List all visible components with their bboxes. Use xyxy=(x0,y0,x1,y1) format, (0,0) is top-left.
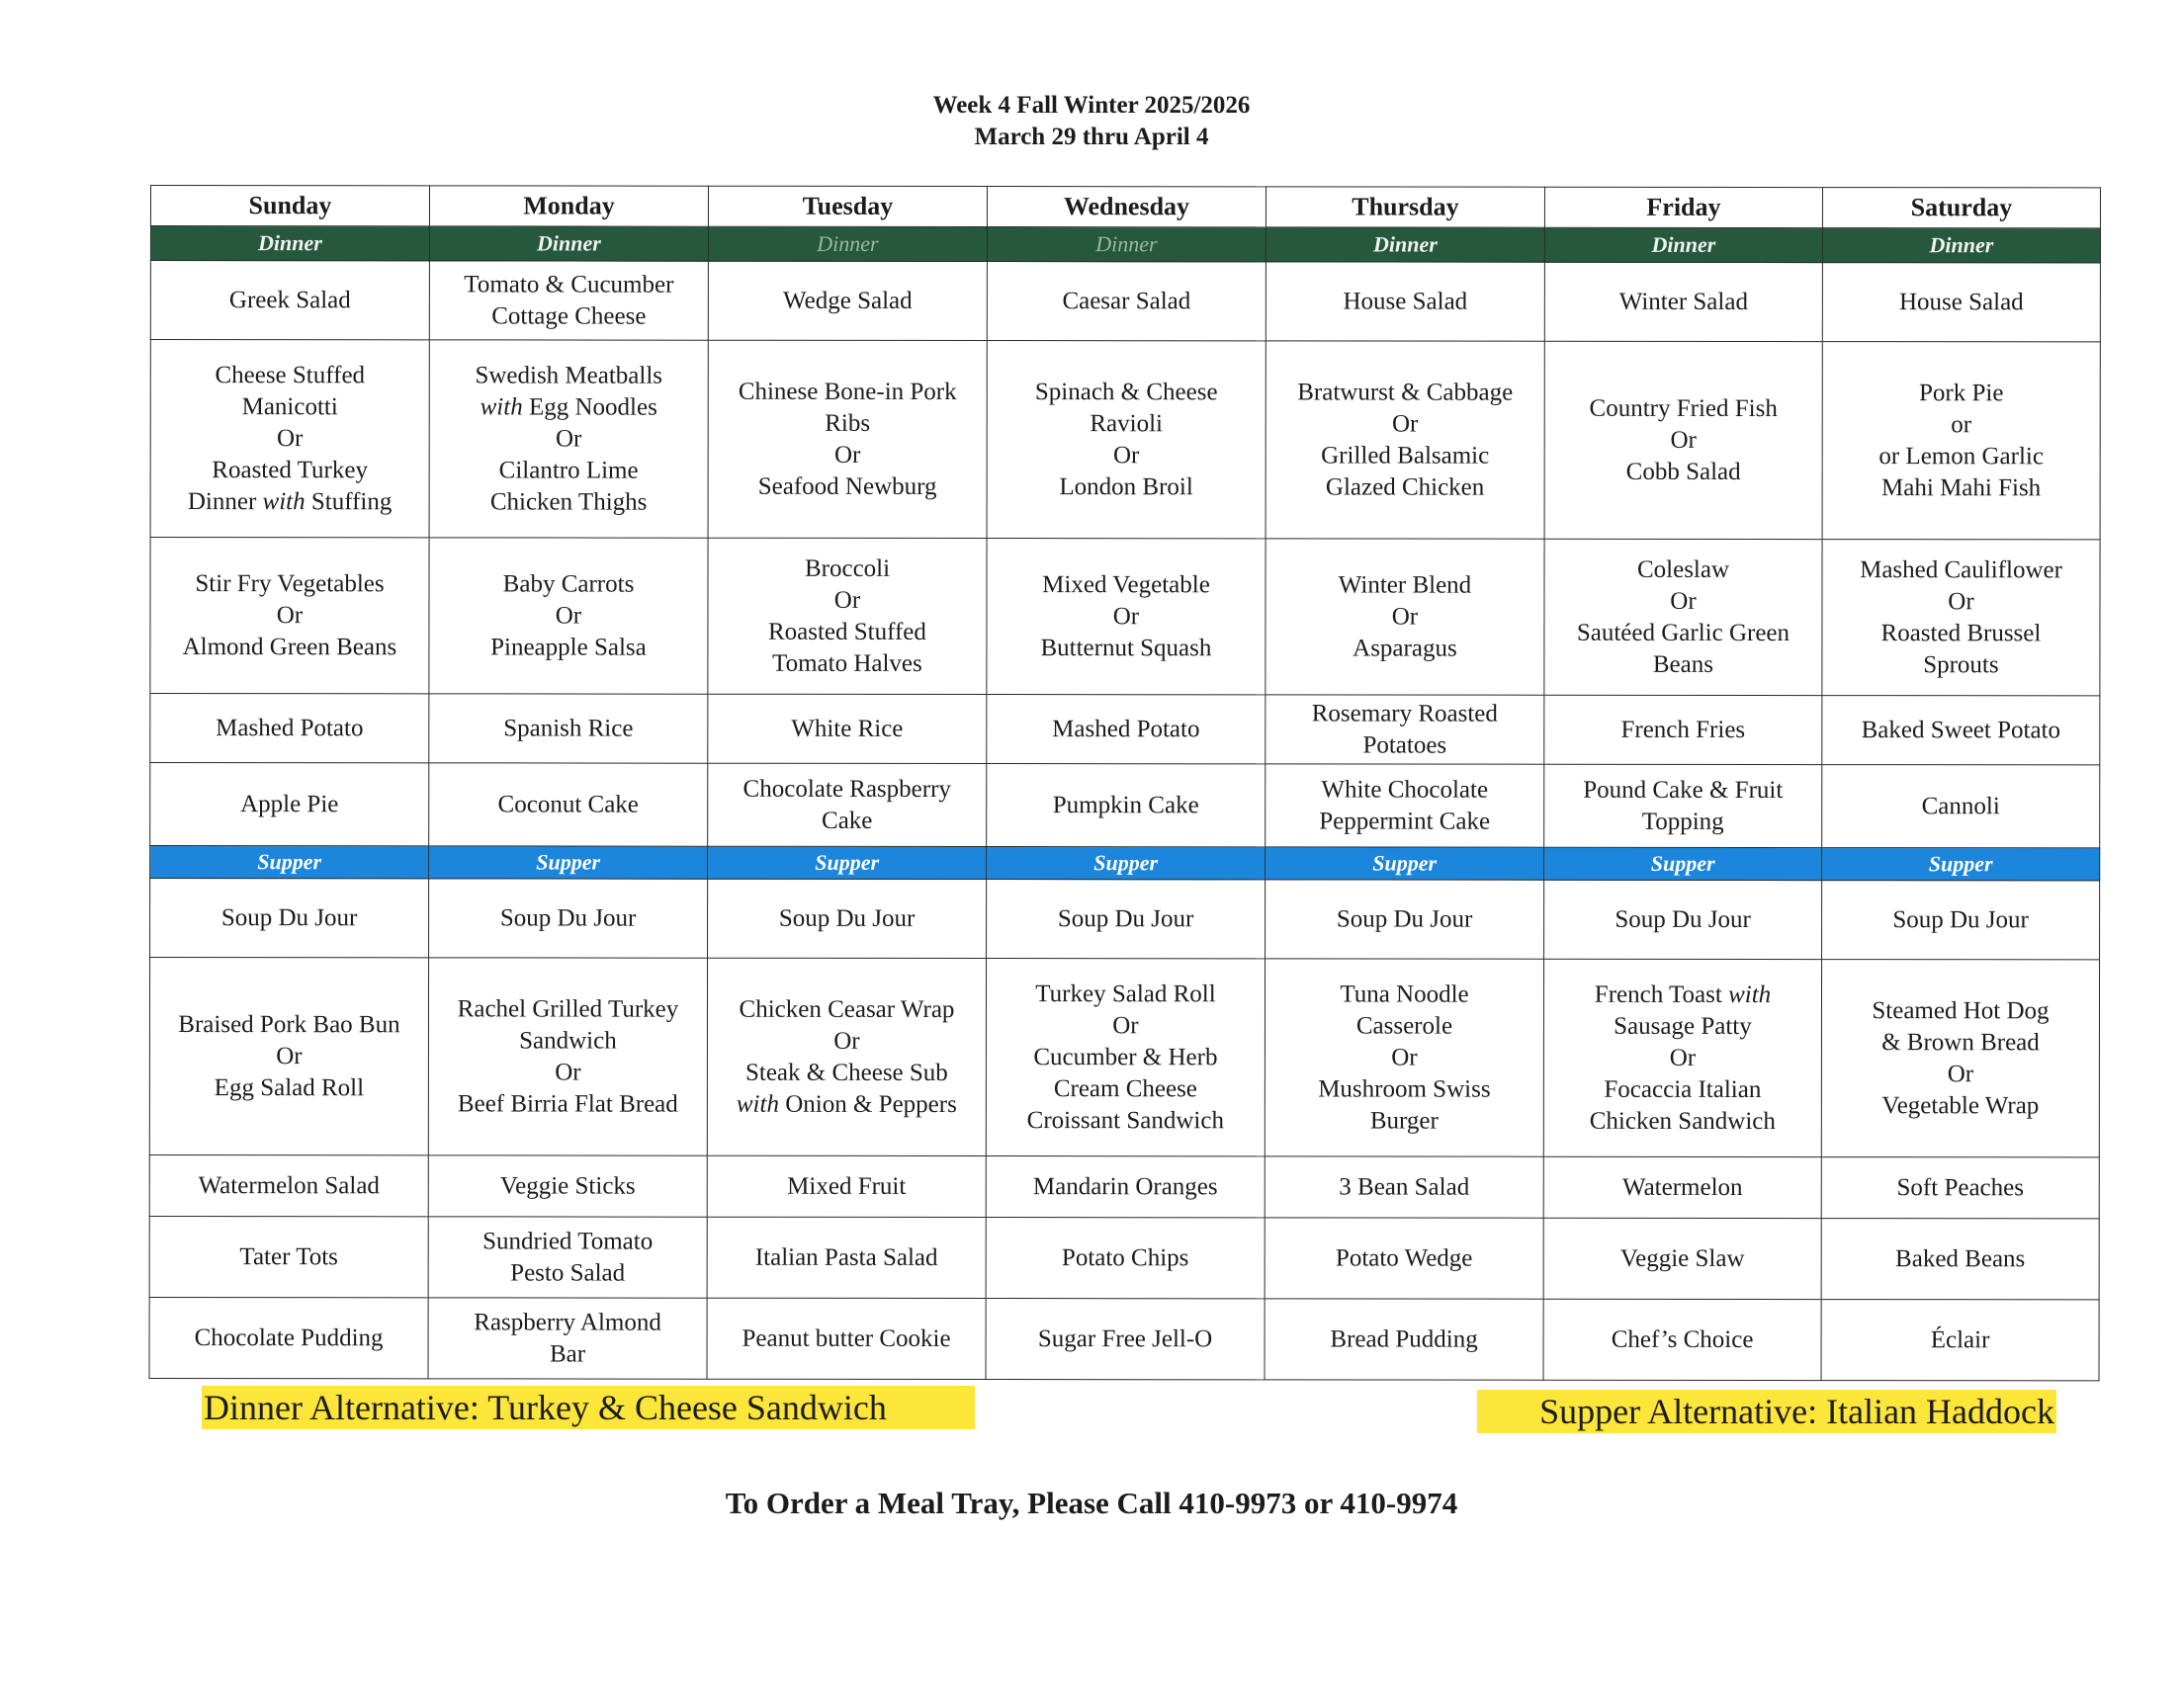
menu-cell-wednesday xyxy=(986,1218,1265,1299)
dinner-alternative: Dinner Alternative: Turkey & Cheese Sandwich xyxy=(202,1386,975,1429)
menu-cell-friday xyxy=(1544,880,1822,959)
menu-item-line: Cannoli xyxy=(1921,792,2000,819)
menu-item-line: Potatoes xyxy=(1362,730,1447,759)
menu-row xyxy=(150,340,2100,540)
menu-item-line: Or xyxy=(1948,587,1974,615)
menu-cell-monday xyxy=(429,879,708,958)
menu-cell-monday xyxy=(428,958,707,1155)
menu-item-line: Turkey Salad Roll xyxy=(1035,980,1216,1007)
menu-item-line: French Toast with xyxy=(1594,981,1772,1008)
menu-cell-sunday xyxy=(149,1297,428,1378)
supper-band-label-thursday: Supper xyxy=(1266,847,1544,880)
menu-item-line: Or xyxy=(1112,1011,1139,1039)
menu-cell-saturday xyxy=(1822,881,2100,960)
menu-item-line: & Brown Bread xyxy=(1881,1028,2040,1056)
menu-item-line: Baked Beans xyxy=(1895,1244,2026,1272)
menu-row xyxy=(149,1297,2099,1380)
supper-alternative: Supper Alternative: Italian Haddock xyxy=(1477,1390,2056,1433)
menu-cell-monday xyxy=(428,1155,707,1217)
menu-item-line: Cilantro Lime xyxy=(498,456,639,484)
supper-band-label-saturday: Supper xyxy=(1822,848,2100,881)
menu-item-line: Chicken Thighs xyxy=(489,487,648,516)
menu-cell-thursday xyxy=(1266,341,1544,539)
menu-item-line: Pork Pie xyxy=(1919,379,2004,406)
menu-item-line: Tuna Noodle xyxy=(1340,980,1469,1008)
menu-item-line: Coconut Cake xyxy=(497,790,639,818)
menu-cell-friday xyxy=(1544,539,1822,695)
day-header-sunday: Sunday xyxy=(150,186,429,226)
menu-row xyxy=(150,261,2100,342)
menu-item-line: Sausage Patty xyxy=(1614,1012,1752,1040)
menu-cell-saturday xyxy=(1821,1157,2099,1219)
menu-item-line: House Salad xyxy=(1343,287,1468,315)
menu-item-line: Steak & Cheese Sub xyxy=(744,1059,948,1086)
menu-cell-thursday xyxy=(1266,695,1544,764)
menu-cell-sunday xyxy=(150,261,429,340)
menu-item-line: Focaccia Italian xyxy=(1604,1075,1762,1103)
menu-item-line: London Broil xyxy=(1059,472,1193,500)
menu-cell-tuesday xyxy=(708,694,987,763)
menu-row xyxy=(150,538,2100,696)
menu-item-line: Italian Pasta Salad xyxy=(754,1243,938,1271)
menu-item-line: Chicken Ceasar Wrap xyxy=(739,995,955,1023)
supper-band-label-monday: Supper xyxy=(429,846,708,879)
menu-cell-friday xyxy=(1543,1218,1821,1299)
menu-item-line: Ribs xyxy=(825,409,871,437)
menu-item-line: Beef Birria Flat Bread xyxy=(457,1089,678,1118)
menu-item-line: Mushroom Swiss xyxy=(1318,1074,1491,1103)
menu-item-line: Or xyxy=(555,602,582,630)
dinner-band-label-monday: Dinner xyxy=(429,226,708,261)
menu-item-line: Or xyxy=(833,586,861,614)
menu-item-line: Or xyxy=(833,441,861,469)
menu-row xyxy=(149,1154,2099,1218)
menu-item-line: Or xyxy=(1391,410,1419,438)
menu-item-line: Mashed Cauliflower xyxy=(1860,555,2062,583)
menu-row xyxy=(150,763,2100,848)
menu-cell-wednesday xyxy=(986,1156,1265,1218)
menu-cell-tuesday xyxy=(707,1217,986,1298)
menu-item-line: Burger xyxy=(1369,1107,1439,1135)
menu-item-line: Ravioli xyxy=(1090,409,1164,437)
menu-cell-friday xyxy=(1544,341,1822,539)
menu-cell-wednesday xyxy=(986,959,1265,1156)
menu-item-line: Bar xyxy=(549,1339,586,1368)
menu-cell-sunday xyxy=(150,538,429,694)
menu-row xyxy=(149,1216,2099,1299)
supper-band-label-friday: Supper xyxy=(1544,847,1822,880)
menu-item-line: Bread Pudding xyxy=(1330,1324,1478,1353)
menu-item-line: Soup Du Jour xyxy=(220,903,358,931)
dinner-band-label-saturday: Dinner xyxy=(1822,228,2100,263)
menu-item-line: Broccoli xyxy=(804,555,891,582)
menu-item-line: Tomato & Cucumber xyxy=(464,270,674,299)
menu-item-line: Greek Salad xyxy=(228,286,351,313)
menu-item-line: Spanish Rice xyxy=(503,714,634,742)
menu-cell-sunday xyxy=(150,879,429,958)
menu-item-line: Or xyxy=(276,424,304,452)
menu-cell-wednesday xyxy=(987,539,1266,695)
menu-item-line: Or xyxy=(1112,441,1140,469)
menu-item-line: Watermelon xyxy=(1621,1173,1743,1201)
menu-item-line: Roasted Turkey xyxy=(212,456,368,483)
menu-item-line: Watermelon Salad xyxy=(198,1171,380,1199)
menu-item-line: Dinner with Stuffing xyxy=(187,487,393,515)
day-header-row xyxy=(150,186,2100,228)
menu-item-line: Rachel Grilled Turkey xyxy=(457,994,679,1023)
menu-item-line: Pesto Salad xyxy=(510,1258,626,1287)
menu-item-line: Cucumber & Herb xyxy=(1033,1043,1218,1070)
menu-cell-saturday xyxy=(1822,765,2100,848)
menu-cell-tuesday xyxy=(708,763,987,846)
menu-cell-friday xyxy=(1543,1156,1821,1218)
menu-item-line: Soup Du Jour xyxy=(1057,904,1194,932)
day-header-monday: Monday xyxy=(429,186,708,226)
menu-item-line: Éclair xyxy=(1930,1325,1990,1353)
menu-cell-sunday xyxy=(149,1216,428,1297)
menu-item-line: Chinese Bone-in Pork xyxy=(738,378,957,405)
menu-item-line: Sugar Free Jell-O xyxy=(1037,1324,1213,1352)
menu-item-line: Braised Pork Bao Bun xyxy=(178,1010,400,1038)
menu-row xyxy=(150,694,2100,765)
menu-cell-tuesday xyxy=(708,879,987,958)
dinner-band-label-wednesday: Dinner xyxy=(987,227,1266,262)
menu-item-line: Rosemary Roasted xyxy=(1311,699,1498,727)
menu-item-line: Mashed Potato xyxy=(1052,715,1200,742)
menu-cell-wednesday xyxy=(987,764,1266,847)
supper-band-label-tuesday: Supper xyxy=(708,846,987,879)
menu-item-line: Cottage Cheese xyxy=(491,301,647,330)
menu-item-line: Butternut Squash xyxy=(1040,634,1212,661)
day-header-tuesday: Tuesday xyxy=(708,186,987,226)
menu-item-line: Soup Du Jour xyxy=(778,904,916,932)
menu-cell-thursday xyxy=(1266,262,1544,341)
menu-item-line: Soup Du Jour xyxy=(1336,904,1473,933)
menu-cell-thursday xyxy=(1266,764,1544,847)
menu-item-line: Or xyxy=(1391,603,1419,631)
meal-tray-order-note: To Order a Meal Tray, Please Call 410-9973 or 410-9974 xyxy=(725,1486,1458,1520)
menu-item-line: White Chocolate xyxy=(1321,775,1489,804)
menu-item-line: Vegetable Wrap xyxy=(1881,1091,2040,1119)
menu-item-line: Manicotti xyxy=(241,392,338,420)
menu-item-line: Or xyxy=(1670,426,1697,454)
menu-cell-thursday xyxy=(1265,959,1543,1156)
menu-item-line: Caesar Salad xyxy=(1062,287,1191,314)
menu-item-line: Mixed Fruit xyxy=(787,1172,907,1200)
menu-item-line: French Fries xyxy=(1620,716,1746,743)
menu-item-line: Soft Peaches xyxy=(1896,1173,2024,1201)
menu-item-line: Roasted Stuffed xyxy=(767,618,926,645)
menu-item-line: Or xyxy=(1670,587,1697,615)
dinner-band-label-friday: Dinner xyxy=(1544,227,1822,262)
menu-item-line: Grilled Balsamic xyxy=(1321,441,1490,470)
menu-row xyxy=(149,958,2099,1157)
menu-cell-thursday xyxy=(1265,1218,1543,1299)
menu-row xyxy=(150,879,2100,960)
menu-cell-wednesday xyxy=(987,695,1266,764)
menu-item-line: Sprouts xyxy=(1923,650,1999,678)
menu-item-line: Asparagus xyxy=(1353,634,1457,662)
menu-cell-tuesday xyxy=(708,538,987,694)
day-header-thursday: Thursday xyxy=(1266,187,1544,227)
menu-item-line: Mixed Vegetable xyxy=(1042,570,1210,598)
menu-cell-wednesday xyxy=(987,880,1266,959)
menu-cell-wednesday xyxy=(987,262,1266,341)
menu-item-line: Cream Cheese xyxy=(1053,1074,1197,1102)
menu-cell-friday xyxy=(1543,959,1821,1156)
supper-band-row xyxy=(150,846,2100,881)
menu-item-line: Chocolate Raspberry xyxy=(742,775,951,803)
menu-cell-tuesday xyxy=(708,261,987,340)
menu-item-line: Croissant Sandwich xyxy=(1026,1106,1225,1134)
menu-cell-wednesday xyxy=(986,1299,1265,1380)
supper-band-label-wednesday: Supper xyxy=(987,847,1266,880)
menu-item-line: Wedge Salad xyxy=(783,287,913,314)
menu-item-line: Or xyxy=(833,1027,860,1055)
menu-item-line: Soup Du Jour xyxy=(499,903,637,932)
menu-item-line: Peppermint Cake xyxy=(1319,807,1491,835)
menu-item-line: Tater Tots xyxy=(239,1242,338,1270)
menu-item-line: Glazed Chicken xyxy=(1325,472,1485,501)
menu-item-line: Cheese Stuffed xyxy=(215,361,366,388)
menu-item-line: with Egg Noodles xyxy=(480,392,657,421)
menu-cell-tuesday xyxy=(708,340,987,538)
menu-cell-sunday xyxy=(150,694,429,763)
menu-item-line: Baked Sweet Potato xyxy=(1861,716,2061,743)
menu-item-line: Raspberry Almond xyxy=(474,1308,661,1336)
menu-item-line: Soup Du Jour xyxy=(1615,905,1751,933)
menu-cell-thursday xyxy=(1265,1156,1543,1218)
menu-item-line: Spinach & Cheese xyxy=(1034,378,1218,405)
menu-item-line: Sautéed Garlic Green xyxy=(1576,619,1790,646)
menu-item-line: Bratwurst & Cabbage xyxy=(1297,378,1514,406)
menu-item-line: Beans xyxy=(1652,650,1713,678)
menu-cell-sunday xyxy=(149,1154,428,1216)
menu-item-line: Chef’s Choice xyxy=(1611,1325,1754,1353)
menu-cell-friday xyxy=(1544,695,1822,764)
menu-cell-thursday xyxy=(1266,539,1544,695)
menu-item-line: Sandwich xyxy=(519,1026,617,1055)
menu-item-line: Or xyxy=(555,425,582,453)
menu-cell-friday xyxy=(1544,764,1822,847)
dinner-band-label-thursday: Dinner xyxy=(1266,227,1544,262)
menu-item-line: Roasted Brussel xyxy=(1880,619,2042,646)
supper-band-label-sunday: Supper xyxy=(150,846,429,879)
menu-cell-saturday xyxy=(1822,263,2100,342)
day-header-saturday: Saturday xyxy=(1822,188,2100,228)
menu-cell-sunday xyxy=(150,763,429,846)
menu-item-line: Or xyxy=(1112,602,1140,630)
menu-item-line: Mahi Mahi Fish xyxy=(1881,473,2042,501)
menu-cell-tuesday xyxy=(707,958,986,1155)
menu-item-line: Winter Blend xyxy=(1338,570,1472,599)
menu-cell-sunday xyxy=(150,340,429,538)
menu-cell-tuesday xyxy=(707,1298,986,1379)
menu-cell-friday xyxy=(1544,262,1822,341)
menu-item-line: Pineapple Salsa xyxy=(490,633,647,661)
menu-item-line: Pound Cake & Fruit xyxy=(1583,776,1784,804)
menu-cell-saturday xyxy=(1821,1300,2099,1381)
menu-item-line: Apple Pie xyxy=(240,790,339,817)
menu-item-line: Egg Salad Roll xyxy=(214,1073,365,1101)
menu-item-line: Topping xyxy=(1641,808,1724,835)
menu-item-line: Mandarin Oranges xyxy=(1032,1172,1218,1200)
menu-cell-monday xyxy=(429,340,708,538)
menu-item-line: or xyxy=(1951,410,1972,438)
menu-cell-thursday xyxy=(1266,880,1544,959)
menu-item-line: Potato Chips xyxy=(1061,1243,1189,1271)
menu-item-line: Potato Wedge xyxy=(1335,1243,1473,1272)
menu-cell-monday xyxy=(429,538,708,694)
menu-cell-saturday xyxy=(1822,540,2100,696)
menu-item-line: Country Fried Fish xyxy=(1589,394,1778,422)
menu-cell-thursday xyxy=(1265,1299,1543,1380)
menu-item-line: Swedish Meatballs xyxy=(475,361,663,389)
menu-item-line: Peanut butter Cookie xyxy=(742,1324,951,1352)
menu-item-line: Cake xyxy=(822,807,873,834)
day-header-friday: Friday xyxy=(1544,187,1822,227)
menu-cell-sunday xyxy=(149,958,428,1155)
menu-item-line: Coleslaw xyxy=(1636,555,1730,583)
menu-item-line: House Salad xyxy=(1898,288,2024,315)
dinner-band-label-sunday: Dinner xyxy=(150,226,429,261)
menu-item-line: Or xyxy=(555,1059,581,1086)
menu-item-line: Veggie Slaw xyxy=(1619,1244,1745,1272)
menu-item-line: Steamed Hot Dog xyxy=(1872,996,2050,1024)
menu-title: Week 4 Fall Winter 2025/2026 xyxy=(932,92,1251,119)
menu-item-line: Chocolate Pudding xyxy=(194,1324,384,1351)
menu-item-line: 3 Bean Salad xyxy=(1339,1172,1470,1201)
menu-cell-tuesday xyxy=(707,1155,986,1217)
menu-item-line: Casserole xyxy=(1355,1011,1453,1040)
menu-cell-wednesday xyxy=(987,341,1266,539)
menu-item-line: Tomato Halves xyxy=(772,649,922,677)
menu-cell-monday xyxy=(429,763,708,846)
menu-date-range: March 29 thru April 4 xyxy=(974,124,1209,150)
menu-item-line: Or xyxy=(276,601,304,629)
menu-cell-saturday xyxy=(1821,1219,2099,1300)
menu-cell-friday xyxy=(1543,1299,1821,1380)
menu-item-line: Cobb Salad xyxy=(1625,458,1741,485)
menu-item-line: Winter Salad xyxy=(1618,288,1748,315)
menu-item-line: Baby Carrots xyxy=(502,569,635,598)
menu-cell-saturday xyxy=(1821,960,2099,1157)
menu-item-line: Or xyxy=(276,1042,303,1069)
menu-item-line: Stir Fry Vegetables xyxy=(195,569,385,597)
weekly-menu-table xyxy=(149,185,2101,1381)
menu-item-line: Chicken Sandwich xyxy=(1589,1107,1776,1135)
menu-item-line: Sundried Tomato xyxy=(482,1227,654,1255)
menu-cell-saturday xyxy=(1822,342,2100,540)
menu-item-line: Or xyxy=(1391,1044,1418,1071)
menu-item-line: Seafood Newburg xyxy=(757,472,937,500)
menu-item-line: Or xyxy=(1947,1060,1974,1087)
menu-item-line: or Lemon Garlic xyxy=(1878,442,2044,470)
menu-cell-monday xyxy=(428,1298,707,1379)
menu-item-line: Almond Green Beans xyxy=(182,633,397,660)
menu-item-line: Mashed Potato xyxy=(216,714,364,741)
menu-item-line: Or xyxy=(1669,1044,1697,1071)
menu-item-line: Pumpkin Cake xyxy=(1052,791,1199,818)
menu-item-line: Soup Du Jour xyxy=(1892,905,2029,933)
dinner-band-row xyxy=(150,226,2100,263)
menu-item-line: Veggie Sticks xyxy=(499,1171,636,1200)
day-header-wednesday: Wednesday xyxy=(987,187,1266,227)
menu-cell-monday xyxy=(428,1217,707,1298)
dinner-band-label-tuesday: Dinner xyxy=(708,226,987,261)
menu-cell-monday xyxy=(429,694,708,763)
menu-cell-monday xyxy=(429,261,708,340)
menu-item-line: with Onion & Peppers xyxy=(736,1090,957,1118)
menu-item-line: White Rice xyxy=(791,715,904,742)
menu-cell-saturday xyxy=(1822,696,2100,765)
